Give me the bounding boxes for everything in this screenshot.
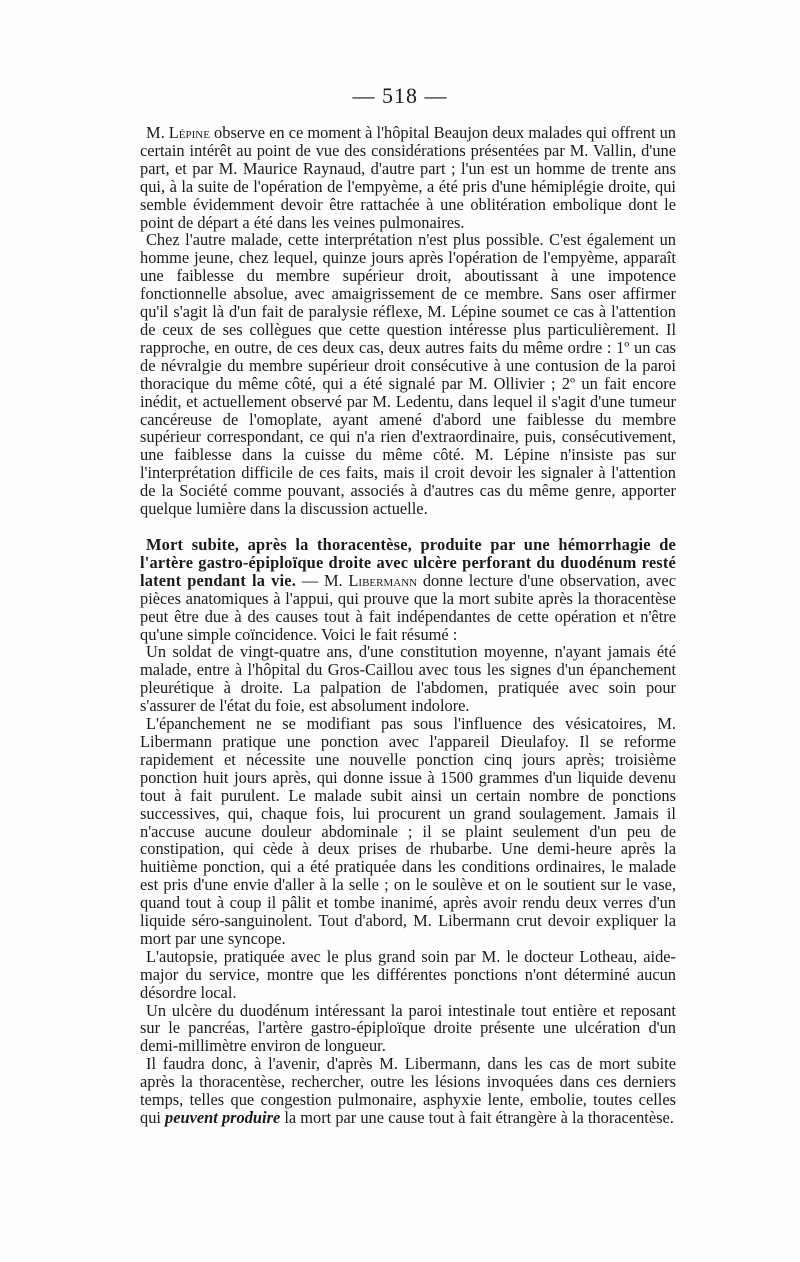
author-name: M. Lépine: [146, 123, 210, 142]
paragraph-text: la mort par une cause tout à fait étrangère à la thoracentèse.: [280, 1108, 674, 1127]
paragraph-text: donne lecture d'une observation, avec pièces anatomiques à l'appui, qui prouve que la mort subite après la thoracentèse peut être due à des causes tout à fait indépendantes de cette opération et n'être qu'une simple coïncidence. Voici le fait résumé :: [140, 570, 676, 644]
dash-text: — M.: [296, 570, 349, 590]
paragraph: L'épanchement ne se modifiant pas sous l'influence des vésicatoires, M. Libermann pratique une ponction avec l'appareil Dieulafoy. Il se reforme rapidement et nécessite une nouvelle ponction cinq jours après; troisième ponction huit jours après, qui donne issue à 1500 grammes d'un liquide devenu tout à fait purulent. Le malade subit ainsi un certain nombre de ponctions successives, qui, chaque fois, lui procurent un grand soulagement. Jamais il n'accuse aucune douleur abdominale ; il se plaint seulement d'un peu de constipation, qui cède à deux prises de rhubarbe. Une demi-heure après la huitième ponction, qui a été pratiquée dans les conditions ordinaires, le malade est pris d'une envie d'aller à la selle ; on le soulève et on le soutient sur le vase, quand tout à coup il pâlit et tombe inanimé, après avoir rendu deux verres d'un liquide séro-sanguinolent. Tout d'abord, M. Libermann crut devoir expliquer la mort par une syncope.: [140, 714, 676, 948]
paragraph: Chez l'autre malade, cette interprétation n'est plus possible. C'est également un homme jeune, chez lequel, quinze jours après l'opération de l'empyème, apparaît une faiblesse du membre supérieur droit, aboutissant à une impotence fonctionnelle absolue, avec amaigrissement de ce membre. Sans oser affirmer qu'il s'agit là d'un fait de paralysie réflexe, M. Lépine soumet ce cas à l'attention de ceux de ses collègues que cette question intéresse plus particulièrement. Il rapproche, en outre, de ces deux cas, deux autres faits du même ordre : 1º un cas de névralgie du membre supérieur droit consécutive à une contusion de la paroi thoracique du même côté, qui a été signalé par M. Ollivier ; 2º un fait encore inédit, et actuellement observé par M. Ledentu, dans lequel il s'agit d'une tumeur cancéreuse de l'omoplate, ayant amené d'abord une faiblesse du membre supérieur correspondant, ce qui n'a rien d'extraordinaire, puis, consécutivement, une faiblesse dans la cuisse du même côté. M. Lépine n'insiste pas sur l'interprétation difficile de ces faits, mais il croit devoir les signaler à l'attention de la Société comme pouvant, associés à d'autres cas du même genre, apporter quelque lumière dans la discussion actuelle.: [140, 230, 676, 519]
paragraph-text: Il faudra donc, à l'avenir, d'après M. Libermann, dans les cas de mort subite après la thoracentèse, rechercher, outre les lésions invoquées dans ces derniers temps, telles que congestion pulmonaire, asphyxie lente, embolie, toutes celles qui: [140, 1054, 676, 1127]
paragraph-text: observe en ce moment à l'hôpital Beaujon deux malades qui offrent un certain intérêt au point de vue des considérations présentées par M. Vallin, d'une part, et par M. Maurice Raynaud, d'autre part ; l'un est un homme de trente ans qui, à la suite de l'opération de l'empyème, a été pris d'une hémiplégie droite, qui semble évidemment devoir être rattachée à une oblitération embolique dont le point de départ a été dans les veines pulmonaires.: [140, 123, 676, 232]
section-libermann: [140, 536, 676, 1127]
paragraph: [140, 124, 676, 231]
paragraph: Un soldat de vingt-quatre ans, d'une constitution moyenne, n'ayant jamais été malade, entre à l'hôpital du Gros-Caillou avec tous les signes d'un épanchement pleurétique à droite. La palpation de l'abdomen, pratiquée avec soin pour s'assurer de l'état du foie, est absolument indolore.: [140, 642, 676, 716]
paragraph: [140, 536, 676, 643]
emphasis-text: peuvent produire: [165, 1108, 281, 1127]
section-heading: Mort subite, après la thoracentèse, produite par une hémorrhagie de l'artère gastro-épiploïque droite avec ulcère perforant du duodénum resté latent pendant la vie.: [140, 535, 676, 590]
paragraph: Un ulcère du duodénum intéressant la paroi intestinale tout entière et reposant sur le pancréas, l'artère gastro-épiploïque droite présente une ulcération d'un demi-millimètre environ de longueur.: [140, 1000, 676, 1056]
paragraph: L'autopsie, pratiquée avec le plus grand soin par M. le docteur Lotheau, aide-major du service, montre que les différentes ponctions n'ont déterminé aucun désordre local.: [140, 946, 676, 1002]
paragraph: [140, 1055, 676, 1127]
page-number: — 518 —: [352, 83, 448, 108]
section-lepine: [140, 124, 676, 518]
author-name: Libermann: [348, 570, 418, 590]
